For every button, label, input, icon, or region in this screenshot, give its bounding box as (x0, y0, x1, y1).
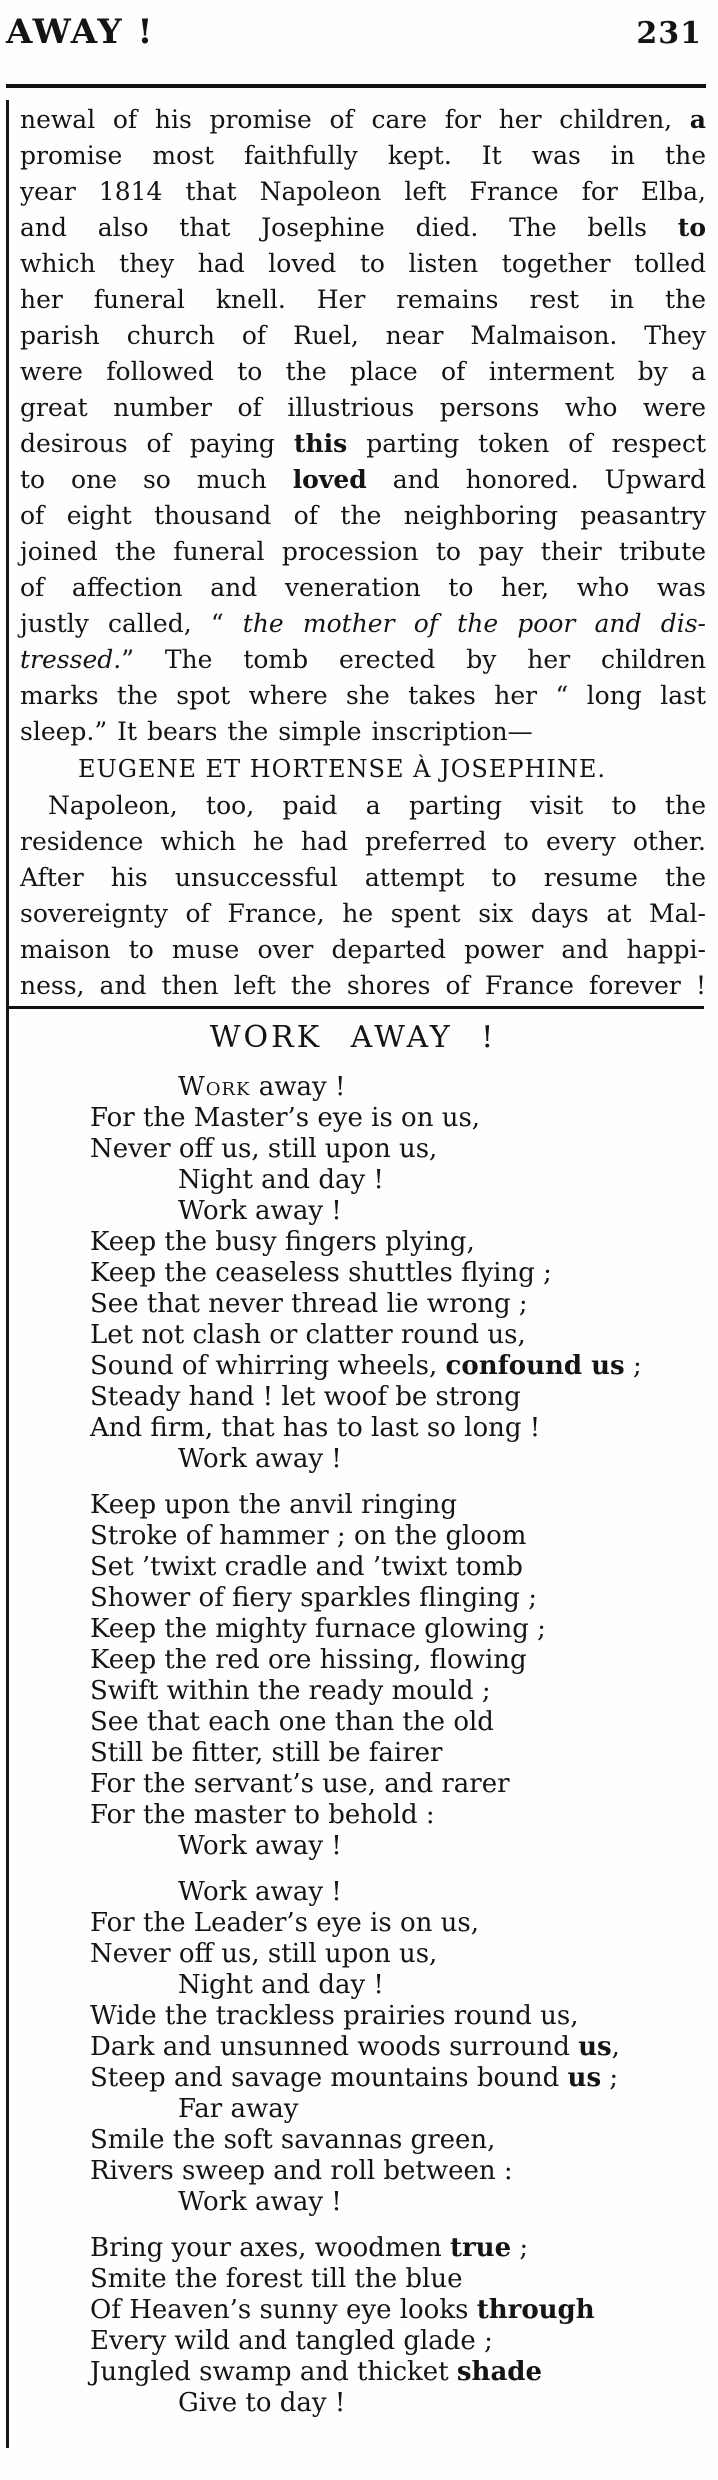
poem-stanza (90, 2233, 706, 2419)
poem-line: Stroke of hammer ; on the gloom (90, 1521, 527, 1551)
poem-line: Work away ! (178, 1072, 346, 1102)
prose-paragraph-1 (20, 102, 706, 750)
prose-line: promise most faithfully kept. It was in the (20, 141, 706, 170)
column-left-rule (6, 100, 9, 2448)
prose-line: were followed to the place of interment by a (20, 357, 706, 386)
prose-line: justly called, “ the mother of the poor and dis- (20, 609, 706, 638)
prose-line: great number of illustrious persons who were (20, 393, 706, 422)
poem-line: And firm, that has to last so long ! (90, 1413, 541, 1443)
poem-line: Shower of fiery sparkles flinging ; (90, 1583, 537, 1613)
prose-line: newal of his promise of care for her children, a (20, 105, 706, 134)
prose-line: her funeral knell. Her remains rest in the (20, 285, 706, 314)
poem-line: Work away ! (178, 1444, 342, 1474)
poem-line: Steady hand ! let woof be strong (90, 1382, 521, 1412)
prose-line: which they had loved to listen together tolled (20, 249, 706, 278)
prose-line: and also that Josephine died. The bells to (20, 213, 706, 242)
prose-line: marks the spot where she takes her “ long last (20, 681, 706, 710)
poem-line: See that each one than the old (90, 1707, 494, 1737)
poem-line: Work away ! (178, 1196, 342, 1226)
poem-line: For the servant’s use, and rarer (90, 1769, 510, 1799)
section-divider-rule (8, 1006, 704, 1009)
poem-stanza (90, 1877, 706, 2218)
poem-stanza (90, 1490, 706, 1862)
running-title: AWAY ! (6, 12, 155, 52)
poem-line: Give to day ! (178, 2388, 346, 2418)
prose-paragraph-2 (20, 788, 706, 1004)
poem-line: For the Leader’s eye is on us, (90, 1908, 479, 1938)
prose-line: residence which he had preferred to every other. (20, 827, 706, 856)
prose-line: parish church of Ruel, near Malmaison. They (20, 321, 706, 350)
poem-line: Never off us, still upon us, (90, 1134, 438, 1164)
inscription-line: EUGENE ET HORTENSE À JOSEPHINE. (78, 755, 607, 783)
prose-line: Napoleon, too, paid a parting visit to the (48, 791, 706, 820)
prose-line: year 1814 that Napoleon left France for Elba, (20, 177, 706, 206)
prose-line: to one so much loved and honored. Upward (20, 465, 707, 494)
poem-line: Of Heaven’s sunny eye looks through (90, 2295, 595, 2325)
prose-line: maison to muse over departed power and happi- (20, 935, 706, 964)
poem-line: Set ’twixt cradle and ’twixt tomb (90, 1552, 523, 1582)
poem-line: Sound of whirring wheels, confound us ; (90, 1351, 642, 1381)
poem-line: Keep upon the anvil ringing (90, 1490, 457, 1520)
poem-line: Keep the mighty furnace glowing ; (90, 1614, 546, 1644)
prose-line: ness, and then left the shores of France forever ! (20, 971, 706, 1000)
poem-line: Smite the forest till the blue (90, 2264, 463, 2294)
prose-line: desirous of paying this parting token of respect (20, 429, 706, 458)
poem-line: Far away (178, 2094, 299, 2124)
poem-line: Let not clash or clatter round us, (90, 1320, 526, 1350)
poem-line: For the master to behold : (90, 1800, 435, 1830)
poem-line: Work away ! (178, 2187, 342, 2217)
poem-title: WORK AWAY ! (209, 1020, 497, 1055)
poem-line: Night and day ! (178, 1970, 384, 2000)
article-column (20, 102, 706, 1004)
poem-line: For the Master’s eye is on us, (90, 1103, 481, 1133)
prose-line: of affection and veneration to her, who was (20, 573, 706, 602)
poem-line: Still be fitter, still be fairer (90, 1738, 443, 1768)
poem-line: Keep the busy fingers plying, (90, 1227, 475, 1257)
poem-line: Work away ! (178, 1831, 342, 1861)
poem-line: Keep the ceaseless shuttles flying ; (90, 1258, 552, 1288)
poem-line: Never off us, still upon us, (90, 1939, 438, 1969)
prose-line: sleep.” It bears the simple inscription— (20, 717, 533, 746)
poem-body (90, 1072, 706, 2434)
header-rule (6, 84, 706, 88)
poem-line: Jungled swamp and thicket shade (90, 2357, 543, 2387)
poem-line: Night and day ! (178, 1165, 384, 1195)
running-head (0, 6, 718, 62)
poem-line: Bring your axes, woodmen true ; (90, 2233, 529, 2263)
poem-line: See that never thread lie wrong ; (90, 1289, 528, 1319)
poem-line: Wide the trackless prairies round us, (90, 2001, 579, 2031)
poem-line: Steep and savage mountains bound us ; (90, 2063, 619, 2093)
prose-line: of eight thousand of the neighboring peasantry (20, 501, 706, 530)
poem-line: Swift within the ready mould ; (90, 1676, 491, 1706)
prose-line: After his unsuccessful attempt to resume the (20, 863, 706, 892)
prose-line: sovereignty of France, he spent six days at Mal- (20, 899, 706, 928)
poem-line: Work away ! (178, 1877, 342, 1907)
poem-line: Smile the soft savannas green, (90, 2125, 496, 2155)
prose-line: joined the funeral procession to pay their tribute (20, 537, 706, 566)
poem-line: Every wild and tangled glade ; (90, 2326, 493, 2356)
poem-line: Rivers sweep and roll between : (90, 2156, 513, 2186)
poem-line: Dark and unsunned woods surround us, (90, 2032, 620, 2062)
poem-stanza (90, 1072, 706, 1475)
prose-line: tressed.” The tomb erected by her children (20, 645, 706, 674)
page-number: 231 (636, 16, 702, 51)
poem-line: Keep the red ore hissing, flowing (90, 1645, 527, 1675)
